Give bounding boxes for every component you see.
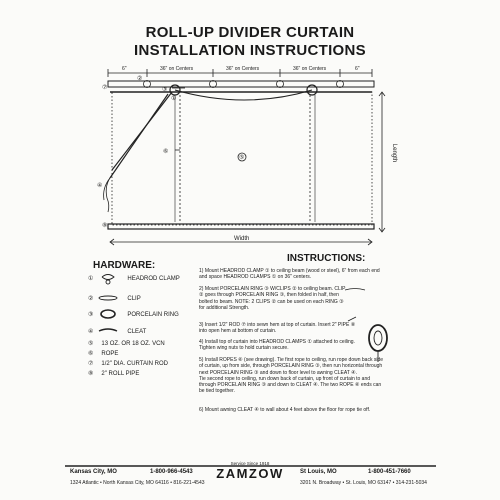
- hw-num: ①: [88, 276, 94, 282]
- title-line-1: ROLL-UP DIVIDER CURTAIN: [145, 24, 355, 41]
- ring-illustration-icon: [369, 325, 387, 351]
- dim-36-2: 36" on Centers: [226, 66, 260, 72]
- instruction-step-5: 5) Install ROPES ⑥ (see drawing). Tie first rope to ceiling, run rope down back side of curtain, up from side, through PORCELAIN RING ③, then run horizontal through next PORCELAIN RING ③ and down to floor level to awning CLEAT ④. Tie second rope to ceiling, run down back of curtain, up front of curtain to and through PORCELAIN RING ③ and down to CLEAT ④. The two ROPE ⑥ ends can be tied together.: [199, 357, 384, 395]
- rope-diagonal-2: [110, 94, 168, 178]
- hw-item: [88, 350, 118, 357]
- callout-8: ⑧: [102, 223, 108, 229]
- hw-label: 2" ROLL PIPE: [101, 371, 140, 377]
- left-address: 1324 Atlantic • North Kansas City, MO 64116 • 816-221-4543: [70, 480, 205, 486]
- hw-item: [88, 340, 165, 347]
- hw-label: CLEAT: [127, 329, 147, 335]
- instruction-step-4: 4) Install top of curtain into HEADROD CLAMPS ① attached to ceiling. Tighten wing nuts to hold curtain secure.: [199, 339, 355, 352]
- hw-label: PORCELAIN RING: [127, 312, 179, 318]
- brand-logo: ZAMZOW: [216, 466, 284, 481]
- dim-36-3: 36" on Centers: [293, 66, 327, 72]
- headrod-clamp-icon: [277, 81, 284, 88]
- hw-num: ⑥: [88, 351, 94, 357]
- callout-7: ⑦: [102, 85, 108, 91]
- callout-3: ③: [162, 87, 168, 93]
- instruction-step-1: 1) Mount HEADROD CLAMP ① to ceiling beam (wood or steel), 6" from each end and space HEADROD CLAMPS ① on 36" centers.: [199, 268, 380, 281]
- instruction-step-3: 3) Insert 1/2" ROD ⑦ into sewn hem at top of curtain. Insert 2" PIPE ⑧ into open hem at bottom of curtain.: [199, 322, 356, 335]
- headrod-clamp-icon: [210, 81, 217, 88]
- callout-2: ②: [137, 76, 143, 82]
- right-address: 3201 N. Broadway • St. Louis, MO 63147 • 314-231-5034: [300, 480, 427, 486]
- hw-item: [88, 275, 180, 282]
- hardware-title: HARDWARE:: [93, 260, 156, 271]
- headrod-clamp-icon: [144, 81, 151, 88]
- length-label: Length: [391, 143, 398, 163]
- dim-36-1: 36" on Centers: [160, 66, 194, 72]
- callout-6: ⑥: [163, 149, 169, 155]
- hw-num: ⑧: [88, 371, 94, 377]
- dim-6-left: 6": [122, 66, 127, 72]
- hw-item: [88, 360, 168, 367]
- hw-item: [88, 370, 139, 377]
- hw-item: [88, 311, 179, 318]
- hw-label: 13 OZ. OR 18 OZ. VCN: [101, 341, 165, 347]
- width-label: Width: [234, 236, 250, 242]
- right-city: St Louis, MO: [300, 469, 337, 475]
- callout-4: ④: [97, 183, 103, 189]
- hw-label: HEADROD CLAMP: [127, 276, 180, 282]
- hw-num: ③: [88, 312, 94, 318]
- ceiling-beam: [108, 81, 374, 87]
- left-city: Kansas City, MO: [70, 469, 117, 475]
- dim-6-right: 6": [355, 66, 360, 72]
- title-line-2: INSTALLATION INSTRUCTIONS: [134, 42, 366, 59]
- callout-5: ⑤: [239, 155, 245, 161]
- hw-num: ④: [88, 329, 94, 335]
- hw-item: [88, 295, 141, 302]
- hw-num: ⑦: [88, 361, 94, 367]
- headrod-clamp-icon: [337, 81, 344, 88]
- hw-label: CLIP: [127, 296, 141, 302]
- instruction-step-2: 2) Mount PORCELAIN RING ③ W/CLIPS ② to ceiling beam. CLIP ② goes through PORCELAIN RING ③, then folded in half, then bolted to beam. NOTE: 2 CLIPS ② can be used on each RING ③ for additional Strength.: [199, 286, 346, 311]
- hw-label: ROPE: [101, 351, 119, 357]
- hw-num: ②: [88, 296, 94, 302]
- instruction-step-6: 6) Mount awning CLEAT ④ to wall about 4 feet above the floor for rope tie off.: [199, 407, 371, 413]
- instructions-title: INSTRUCTIONS:: [287, 253, 366, 264]
- left-phone: 1-800-966-4543: [150, 469, 193, 475]
- service-since: Service Since 1918: [230, 461, 270, 466]
- hw-num: ⑤: [88, 341, 94, 347]
- callout-1: ①: [171, 96, 177, 102]
- right-phone: 1-800-451-7660: [368, 469, 411, 475]
- hw-label: 1/2" DIA. CURTAIN ROD: [101, 361, 168, 367]
- hw-item: [88, 328, 146, 335]
